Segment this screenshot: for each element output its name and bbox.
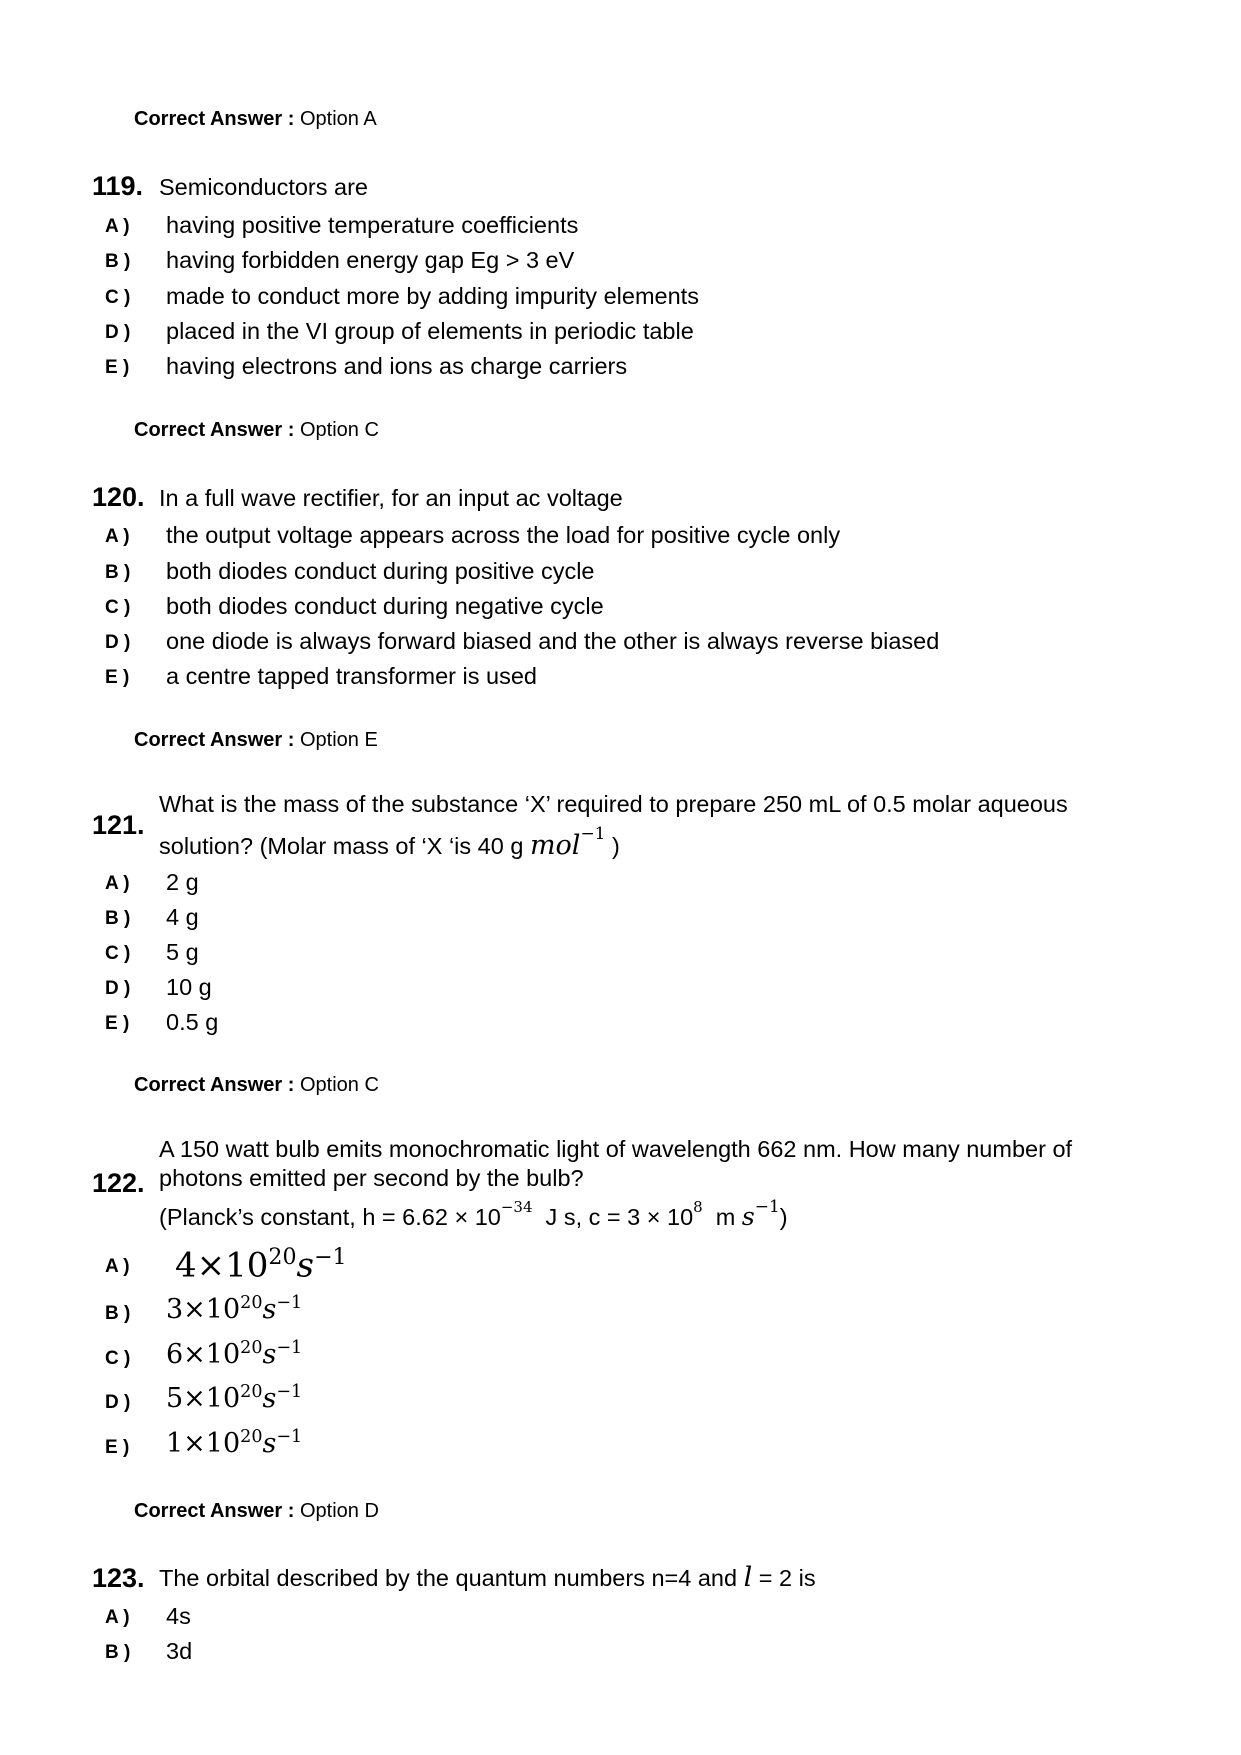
speed-exponent: 8 bbox=[693, 1198, 703, 1216]
expr-unit-exponent: −1 bbox=[313, 1244, 347, 1270]
option-expression bbox=[166, 1427, 302, 1459]
question-line: A 150 watt bulb emits monochromatic light of wavelength 662 nm. How many number of bbox=[159, 1136, 1073, 1162]
option-text: a centre tapped transformer is used bbox=[166, 663, 537, 689]
option-expression bbox=[166, 1382, 302, 1414]
option-text: having electrons and ions as charge carriers bbox=[166, 353, 628, 379]
question-text-121 bbox=[159, 790, 1068, 861]
expr-exponent: 20 bbox=[240, 1382, 263, 1402]
expr-unit-exponent: −1 bbox=[276, 1427, 303, 1447]
option-label: B ) bbox=[105, 562, 131, 583]
correct-answer-label: Correct Answer : bbox=[134, 419, 295, 441]
option-label: C ) bbox=[105, 597, 131, 618]
option-label: A ) bbox=[105, 526, 130, 547]
option-label: E ) bbox=[105, 1013, 130, 1034]
question-line-part: (Planck’s constant, h = 6.62 × 10 bbox=[159, 1203, 501, 1230]
question-line bbox=[159, 1197, 1072, 1232]
correct-answer-label: Correct Answer : bbox=[134, 1074, 295, 1096]
option-text: one diode is always forward biased and the other is always reverse biased bbox=[166, 628, 940, 654]
unit-s: s bbox=[741, 1201, 755, 1231]
quantum-l-symbol: l bbox=[743, 1562, 753, 1593]
expr-base: 5×10 bbox=[166, 1383, 241, 1414]
expr-unit-exponent: −1 bbox=[276, 1382, 303, 1402]
expr-unit: s bbox=[262, 1339, 277, 1370]
correct-answer-120 bbox=[134, 729, 378, 752]
option-text: 5 g bbox=[166, 939, 199, 965]
question-text-120: In a full wave rectifier, for an input ac voltage bbox=[159, 485, 623, 511]
option-label: A ) bbox=[105, 1607, 130, 1628]
question-number-121: 121. bbox=[92, 810, 145, 840]
planck-exponent: −34 bbox=[500, 1198, 533, 1216]
expr-base: 1×10 bbox=[166, 1428, 241, 1459]
expr-base: 3×10 bbox=[166, 1294, 241, 1325]
expr-unit: s bbox=[262, 1428, 277, 1459]
option-text: both diodes conduct during negative cycle bbox=[166, 593, 604, 619]
correct-answer-121 bbox=[134, 1074, 379, 1097]
option-text: having forbidden energy gap Eg > 3 eV bbox=[166, 247, 575, 273]
correct-answer-value: Option D bbox=[299, 1500, 379, 1522]
expr-unit: s bbox=[296, 1245, 314, 1286]
question-text-119: Semiconductors are bbox=[159, 174, 368, 200]
option-label: C ) bbox=[105, 1348, 131, 1369]
question-line: photons emitted per second by the bulb? bbox=[159, 1165, 584, 1191]
option-label: D ) bbox=[105, 978, 131, 999]
question-line-part: J s, c = 3 × 10 bbox=[532, 1203, 694, 1230]
option-text: placed in the VI group of elements in periodic table bbox=[166, 318, 694, 344]
option-label: A ) bbox=[105, 1256, 130, 1277]
question-number-122: 122. bbox=[92, 1168, 145, 1198]
question-number-123: 123. bbox=[92, 1563, 145, 1593]
correct-answer-value: Option A bbox=[299, 108, 377, 130]
option-expression bbox=[175, 1244, 347, 1285]
question-number-120: 120. bbox=[92, 482, 145, 512]
option-text: 4 g bbox=[166, 904, 199, 930]
question-line-part: m bbox=[702, 1203, 736, 1230]
option-label: C ) bbox=[105, 943, 131, 964]
correct-answer-value: Option C bbox=[299, 419, 379, 441]
question-line-part: ) bbox=[605, 832, 620, 859]
unit-exponent: −1 bbox=[754, 1197, 780, 1217]
question-line-part: = 2 is bbox=[752, 1565, 816, 1591]
option-text: 4s bbox=[166, 1603, 191, 1629]
option-label: D ) bbox=[105, 632, 131, 653]
option-text: 2 g bbox=[166, 869, 199, 895]
option-label: B ) bbox=[105, 1303, 131, 1324]
option-label: C ) bbox=[105, 287, 131, 308]
question-line-part: ) bbox=[779, 1203, 788, 1230]
correct-answer-label: Correct Answer : bbox=[134, 108, 295, 130]
expr-exponent: 20 bbox=[240, 1338, 263, 1358]
option-label: E ) bbox=[105, 667, 130, 688]
expr-base: 6×10 bbox=[166, 1339, 241, 1370]
correct-answer-118 bbox=[134, 108, 377, 131]
option-text: 3d bbox=[166, 1638, 193, 1664]
correct-answer-value: Option C bbox=[299, 1074, 379, 1096]
option-label: B ) bbox=[105, 908, 131, 929]
option-label: A ) bbox=[105, 873, 130, 894]
expr-exponent: 20 bbox=[240, 1293, 263, 1313]
expr-unit: s bbox=[262, 1383, 277, 1414]
correct-answer-value: Option E bbox=[299, 729, 378, 751]
option-label: E ) bbox=[105, 357, 130, 378]
expr-exponent: 20 bbox=[240, 1427, 263, 1447]
option-text: having positive temperature coefficients bbox=[166, 212, 579, 238]
option-text: made to conduct more by adding impurity elements bbox=[166, 283, 699, 309]
question-line bbox=[159, 826, 1068, 861]
correct-answer-label: Correct Answer : bbox=[134, 729, 295, 751]
expr-unit-exponent: −1 bbox=[276, 1338, 303, 1358]
question-line-part: The orbital described by the quantum numbers n=4 and bbox=[159, 1565, 738, 1591]
question-number-119: 119. bbox=[92, 171, 144, 201]
expr-unit-exponent: −1 bbox=[276, 1293, 303, 1313]
correct-answer-label: Correct Answer : bbox=[134, 1500, 295, 1522]
correct-answer-122 bbox=[134, 1500, 379, 1523]
option-text: the output voltage appears across the load for positive cycle only bbox=[166, 522, 841, 548]
option-text: 0.5 g bbox=[166, 1009, 219, 1035]
question-line: What is the mass of the substance ‘X’ required to prepare 250 mL of 0.5 molar aqueous bbox=[159, 791, 1068, 817]
expr-unit: s bbox=[262, 1294, 277, 1325]
unit-mol: mol bbox=[529, 829, 581, 861]
question-line-part: solution? (Molar mass of ‘X ‘is 40 g bbox=[159, 832, 524, 859]
option-label: B ) bbox=[105, 251, 131, 272]
option-label: D ) bbox=[105, 322, 131, 343]
option-expression bbox=[166, 1338, 302, 1370]
correct-answer-119 bbox=[134, 419, 379, 442]
question-text-122 bbox=[159, 1135, 1072, 1232]
option-label: A ) bbox=[105, 216, 130, 237]
option-label: B ) bbox=[105, 1642, 131, 1663]
unit-exponent: −1 bbox=[580, 824, 606, 844]
option-text: 10 g bbox=[166, 974, 212, 1000]
expr-base: 4×10 bbox=[175, 1245, 269, 1286]
option-label: D ) bbox=[105, 1392, 131, 1413]
question-text-123 bbox=[159, 1563, 816, 1593]
expr-exponent: 20 bbox=[268, 1244, 297, 1270]
option-expression bbox=[166, 1293, 302, 1325]
option-text: both diodes conduct during positive cycle bbox=[166, 558, 595, 584]
option-label: E ) bbox=[105, 1437, 130, 1458]
